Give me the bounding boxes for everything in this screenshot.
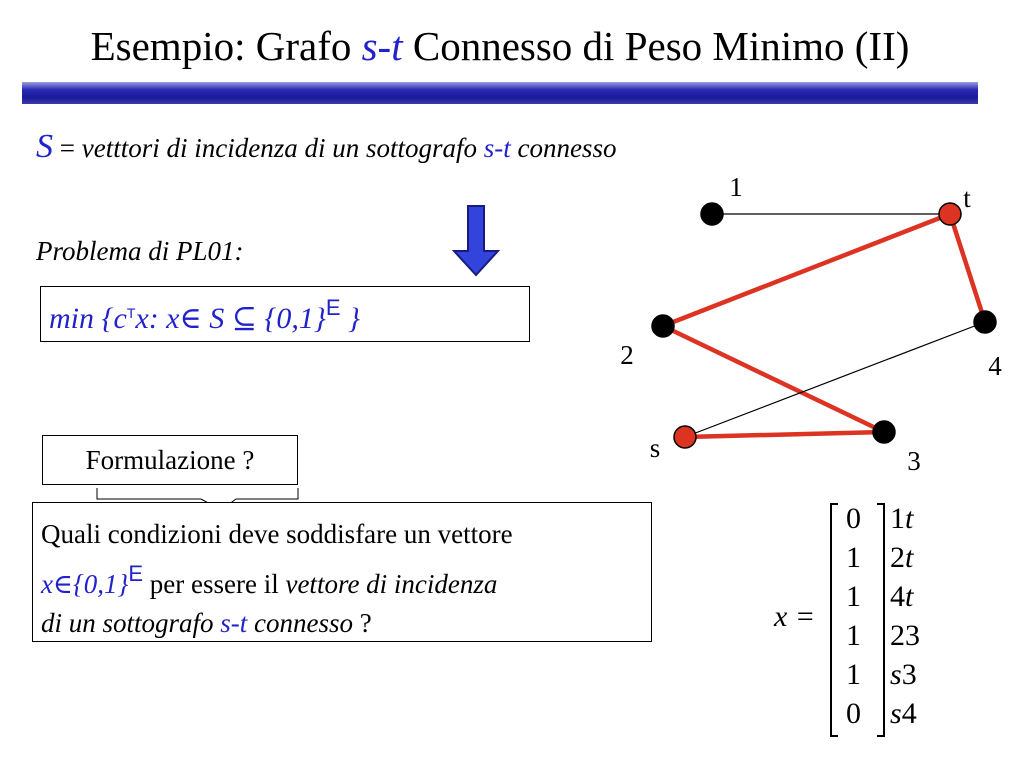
formula-min: min {c xyxy=(49,302,127,335)
graph-node-2 xyxy=(652,315,674,337)
graph-node-label-4: 4 xyxy=(988,351,1002,381)
vector-edge-label: 4t xyxy=(890,580,914,613)
title-text: Esempio: Grafo xyxy=(90,23,362,69)
set-definition xyxy=(36,128,616,166)
graph-edge-2-t xyxy=(663,214,950,326)
vector-value: 0 xyxy=(846,697,861,730)
definition-text: vetttori di incidenza di un sottografo xyxy=(81,133,484,163)
subseteq-symbol: ⊆ xyxy=(231,302,257,335)
graph-node-4 xyxy=(974,311,996,333)
title-st: s-t xyxy=(361,23,403,69)
vector-edge-label: s4 xyxy=(890,697,917,730)
graph-node-label-2: 2 xyxy=(620,340,634,370)
graph-node-label-3: 3 xyxy=(907,446,921,476)
graph-edge-s-4 xyxy=(685,322,985,437)
slide-title xyxy=(0,22,1000,70)
vector-edge-label: 23 xyxy=(890,619,920,652)
graph-node-label-1: 1 xyxy=(729,172,743,202)
vector-value: 1 xyxy=(846,658,861,691)
title-text-end: Connesso di Peso Minimo (II) xyxy=(402,23,910,69)
set-symbol: S xyxy=(36,128,53,165)
title-underline-bar xyxy=(22,82,978,104)
vector-value: 0 xyxy=(846,502,861,535)
edge-set-sup: E xyxy=(325,295,341,320)
graph-edge-s-3 xyxy=(685,432,884,437)
element-of-symbol: ∈ xyxy=(179,302,202,335)
formula-mid: x: x xyxy=(135,302,180,335)
question-box xyxy=(32,502,652,642)
vector-edge-label: s3 xyxy=(890,658,917,691)
question-elem: ∈ xyxy=(52,569,73,599)
vector-value: 1 xyxy=(846,619,861,652)
graph-node-label-s: s xyxy=(649,433,661,463)
question-it2: di un sottografo xyxy=(41,608,221,638)
formula-close: } xyxy=(340,302,361,335)
graph-edge-4-t xyxy=(950,214,985,322)
question-mid: per essere il xyxy=(143,569,286,599)
graph-node-1 xyxy=(701,203,723,225)
vector-edge-label: 1t xyxy=(890,502,914,535)
graph-node-3 xyxy=(873,421,895,443)
callout-label: Formulazione ? xyxy=(42,435,298,485)
question-set: {0,1} xyxy=(72,569,129,599)
definition-text-end: connesso xyxy=(510,133,617,163)
question-line-3 xyxy=(41,604,651,643)
definition-st: s-t xyxy=(483,133,511,163)
question-sup: E xyxy=(128,561,144,586)
equals-sign: = xyxy=(53,133,82,163)
down-arrow-icon xyxy=(452,205,500,277)
incidence-vector xyxy=(774,500,964,740)
question-it: vettore di incidenza xyxy=(285,569,498,599)
graph-node-s xyxy=(674,426,696,448)
vector-edge-label: 2t xyxy=(890,541,914,574)
question-end: ? xyxy=(353,608,372,638)
question-st: s-t xyxy=(220,608,248,638)
question-line-1: Quali condizioni deve soddisfare un vettore xyxy=(41,519,513,549)
question-it3: connesso xyxy=(247,608,354,638)
formula-box xyxy=(40,286,530,342)
question-x: x xyxy=(41,569,53,599)
transpose-sup: T xyxy=(126,305,136,321)
graph-node-t xyxy=(939,203,961,225)
formula-set: {0,1} xyxy=(256,302,326,335)
vector-value: 1 xyxy=(846,580,861,613)
graph-edge-2-3 xyxy=(663,326,884,432)
problem-label: Problema di PL01: xyxy=(36,236,244,266)
graph-node-label-t: t xyxy=(963,183,971,213)
vector-value: 1 xyxy=(846,541,861,574)
question-line-2 xyxy=(41,554,651,604)
vector-lhs: x = xyxy=(774,600,816,633)
formula-S: S xyxy=(201,302,232,335)
